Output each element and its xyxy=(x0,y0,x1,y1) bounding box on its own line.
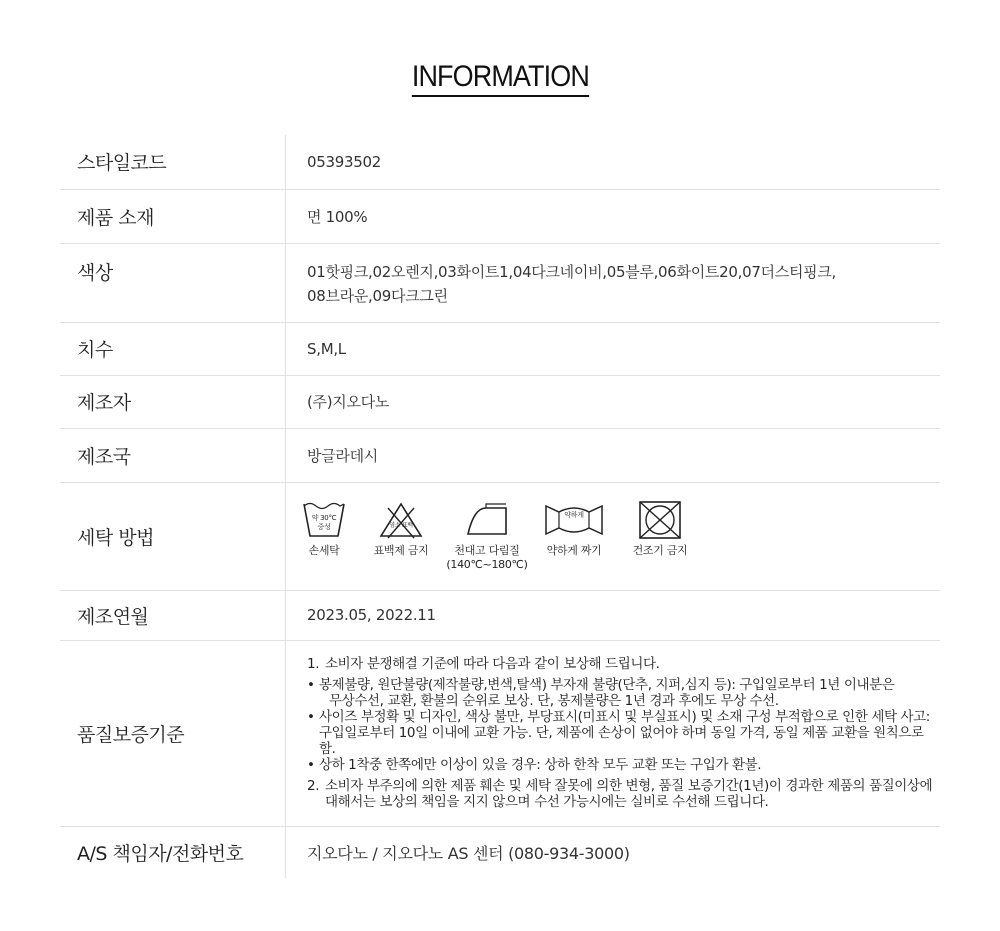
row-date xyxy=(60,590,940,640)
care-no-bleach xyxy=(371,500,431,558)
label-material: 제품 소재 xyxy=(60,189,286,243)
caption-hand-wash: 손세탁 xyxy=(308,544,340,557)
row-style-code xyxy=(60,135,940,189)
value-quality xyxy=(286,640,941,826)
label-wash: 세탁 방법 xyxy=(60,482,286,590)
quality-bullet-2: • 사이즈 부정확 및 디자인, 색상 불만, 부당표시(미표시 및 부실표시) 및 소재 구성 부적합으로 인한 세탁 사고: 구입일로부터 10일 이내에 교환 가능. 단, 제품에 손상이 없어야 하며 동일 가격, 동일 제품 교환을 원칙으로 함. xyxy=(307,709,930,757)
care-hand-wash xyxy=(302,500,346,558)
quality-list xyxy=(307,656,940,810)
label-country: 제조국 xyxy=(60,428,286,482)
label-date: 제조연월 xyxy=(60,590,286,640)
label-style-code: 스타일코드 xyxy=(60,135,286,189)
quality-item-1: 1. 소비자 분쟁해결 기준에 따라 다음과 같이 보상해 드립니다. xyxy=(307,656,660,672)
quality-bullet-1: • 봉제불량, 원단불량(제작불량,변색,탈색) 부자재 불량(단추, 지퍼,심지 등): 구입일로부터 1년 이내분은 무상수선, 교환, 환불의 순위로 보상. 단, 봉제불량은 1년 경과 후에도 무상 수선. xyxy=(307,677,895,709)
page-title: INFORMATION xyxy=(411,60,588,97)
row-wash xyxy=(60,482,940,590)
row-material xyxy=(60,189,940,243)
value-date: 2023.05, 2022.11 xyxy=(307,606,436,624)
no-bleach-icon xyxy=(378,500,424,540)
row-country xyxy=(60,428,940,482)
value-country: 방글라데시 xyxy=(307,446,378,465)
value-style-code: 05393502 xyxy=(307,152,381,171)
label-quality: 품질보증기준 xyxy=(60,640,286,826)
svg-text:중성: 중성 xyxy=(317,523,331,531)
row-size xyxy=(60,322,940,375)
care-iron xyxy=(447,500,527,572)
value-as: 지오다노 / 지오다노 AS 센터 (080-934-3000) xyxy=(307,843,630,863)
value-size: S,M,L xyxy=(307,339,346,358)
value-wash xyxy=(286,482,941,590)
care-no-tumble-dry xyxy=(625,500,695,558)
value-maker: (주)지오다노 xyxy=(307,393,390,411)
care-gentle-wring xyxy=(539,500,609,558)
svg-text:염소 표백: 염소 표백 xyxy=(389,522,413,529)
quality-item-2: 2. 소비자 부주의에 의한 제품 훼손 및 세탁 잘못에 의한 변형, 품질 보증기간(1년)이 경과한 제품의 품질이상에 대해서는 보상의 책임을 지지 않으며 수선 가능시에는 실비로 수선해 드립니다. xyxy=(307,778,933,810)
quality-bullet-3: • 상하 1착중 한쪽에만 이상이 있을 경우: 상하 한착 모두 교환 또는 구입가 환불. xyxy=(307,757,762,773)
care-icons xyxy=(302,500,940,572)
caption-no-bleach: 표백제 금지 xyxy=(373,544,429,557)
no-tumble-dry-icon xyxy=(637,500,683,540)
caption-gentle-wring: 약하게 짜기 xyxy=(546,544,602,557)
hand-wash-icon xyxy=(302,500,346,540)
page-title-wrap xyxy=(0,60,1000,97)
svg-text:약 30°C: 약 30°C xyxy=(311,514,337,522)
caption-iron: 천대고 다림질 (140℃~180℃) xyxy=(446,544,528,571)
svg-text:약하게: 약하게 xyxy=(564,511,584,519)
value-material: 면 100% xyxy=(307,207,368,226)
label-maker: 제조자 xyxy=(60,375,286,428)
row-color xyxy=(60,243,940,322)
info-table xyxy=(60,135,940,878)
gentle-wring-icon xyxy=(543,500,605,540)
value-color xyxy=(286,243,941,322)
row-quality xyxy=(60,640,940,826)
iron-icon xyxy=(464,500,510,540)
row-maker xyxy=(60,375,940,428)
label-size: 치수 xyxy=(60,322,286,375)
label-as: A/S 책임자/전화번호 xyxy=(60,826,286,878)
caption-no-tumble-dry: 건조기 금지 xyxy=(632,544,688,557)
color-line-1: 01핫핑크,02오렌지,03화이트1,04다크네이비,05블루,06화이트20,07더스티핑크, xyxy=(307,262,836,281)
row-as xyxy=(60,826,940,878)
label-color: 색상 xyxy=(60,243,286,322)
color-line-2: 08브라운,09다크그린 xyxy=(307,286,448,305)
